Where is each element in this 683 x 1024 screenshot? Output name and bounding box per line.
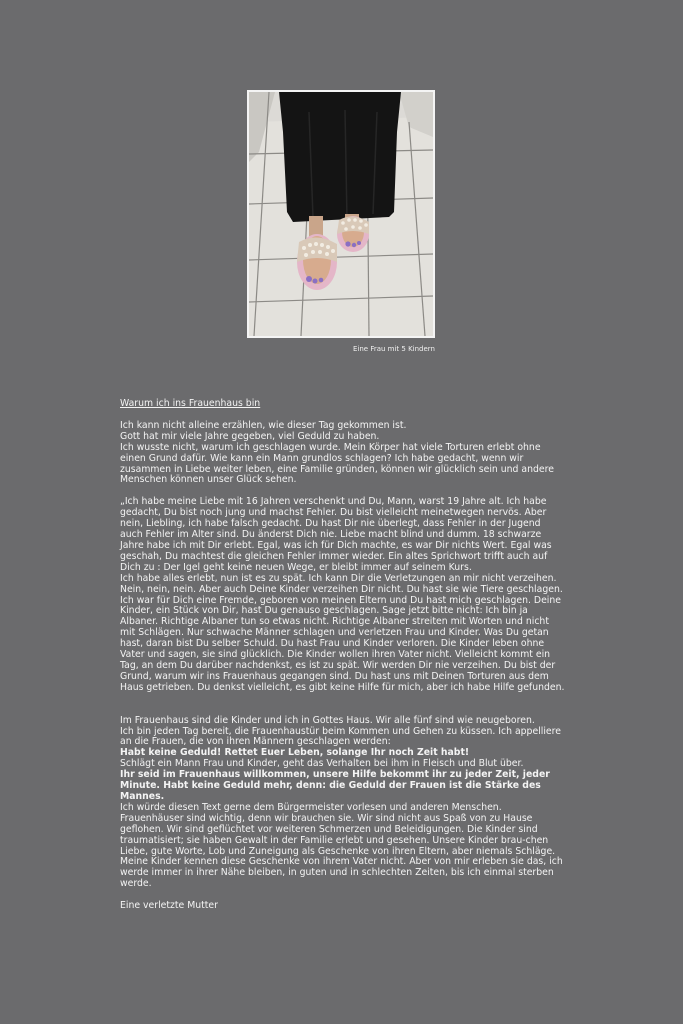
intro-line-1: Ich kann nicht alleine erzählen, wie dieser Tag gekommen ist. bbox=[120, 419, 407, 431]
photo-caption: Eine Frau mit 5 Kindern bbox=[352, 345, 435, 353]
appeal-bold-2: Ihr seid im Frauenhaus willkommen, unsere Hilfe bekommt ihr zu jeder Zeit, jeder Minute. Habt keine Geduld mehr, denn: die Geduld der Frauen ist die Stärke des Mannes. bbox=[120, 769, 550, 802]
article-heading: Warum ich ins Frauenhaus bin bbox=[120, 398, 261, 409]
closing-line-1: Im Frauenhaus sind die Kinder und ich in Gottes Haus. Wir alle fünf sind wie neugeboren. bbox=[120, 714, 535, 726]
letter-paragraph-1: „Ich habe meine Liebe mit 16 Jahren verschenkt und Du, Mann, warst 19 Jahre alt. Ich habe gedacht, Du bist noch jung und machst Fehler. Du bist vielleicht meinetwegen nervös. Aber nein, Liebling, ich habe falsch gedacht. Du hast Dir nie überlegt, dass Fehler in der Jugend auch Fehler im Alter sind. Du änderst Dich nie. Liebe macht blind und dumm. 18 schwarze Jahre habe ich mit Dir erlebt. Egal, was ich für Dich machte, es war Dir nichts Wert. Egal was geschah, Du machtest die gleichen Fehler immer wieder. Ein altes Sprichwort trifft auch auf Dich zu : Der Igel geht keine neuen Wege, er bleibt immer auf seinem Kurs. bbox=[120, 496, 552, 573]
intro-paragraph: Ich wusste nicht, warum ich geschlagen wurde. Mein Körper hat viele Torturen erlebt ohne einen Grund dafür. Wie kann ein Mann grundlos schlagen? Ich habe gedacht, wenn wir zusammen in Liebe weiter leben, eine Familie gründen, können wir glücklich sein und andere Menschen können unser Glück sehen. bbox=[120, 441, 554, 486]
intro-line-2: Gott hat mir viele Jahre gegeben, viel Geduld zu haben. bbox=[120, 430, 380, 442]
signature: Eine verletzte Mutter bbox=[120, 900, 218, 912]
photo-feet-in-slippers bbox=[249, 92, 433, 336]
appeal-bold-1: Habt keine Geduld! Rettet Euer Leben, solange Ihr noch Zeit habt! bbox=[120, 747, 470, 759]
article-body bbox=[120, 399, 565, 912]
closing-line-2: Ich bin jeden Tag bereit, die Frauenhaustür beim Kommen und Gehen zu küssen. Ich appelliere an die Frauen, die von ihren Männern geschlagen werden: bbox=[120, 725, 561, 748]
spacer bbox=[120, 694, 565, 716]
article-photo bbox=[247, 90, 435, 338]
closing-line-3: Schlägt ein Mann Frau und Kinder, geht das Verhalten bei ihm in Fleisch und Blut über. bbox=[120, 758, 524, 770]
closing-paragraph: Ich würde diesen Text gerne dem Bürgermeister vorlesen und anderen Menschen. Frauenhäuser sind wichtig, denn wir brauchen sie. Wir sind nicht aus Spaß von zu Hause geflohen. Wir sind geflüchtet vor weiteren Schmerzen und Beleidigungen. Die Kinder sind traumatisiert; sie haben Gewalt in der Familie erlebt und gesehen. Unsere Kinder brau-chen Liebe, gute Worte, Lob und Zuneigung als Geschenke von ihren Eltern, aber niemals Schläge. Meine Kinder kennen diese Geschenke von ihrem Vater nicht. Aber von mir erleben sie das, ich werde immer in ihrer Nähe bleiben, in guten und in schlechten Zeiten, bis ich einmal sterben werde. bbox=[120, 801, 563, 890]
letter-paragraph-2: Ich habe alles erlebt, nun ist es zu spät. Ich kann Dir die Verletzungen an mir nicht verzeihen. Nein, nein, nein. Aber auch Deine Kinder verzeihen Dir nicht. Du hast sie wie Tiere geschlagen. Ich war für Dich eine Fremde, geboren von meinen Eltern und Du hast mich geschlagen. Deine Kinder, ein Stück von Dir, hast Du genauso geschlagen. Sage jetzt bitte nicht: Ich bin ja Albaner. Richtige Albaner tun so etwas nicht. Richtige Albaner streiten mit Worten und nicht mit Schlägen. Nur schwache Männer schlagen und verletzen Frau und Kinder. Was Du getan hast, daran bist Du selber Schuld. Du hast Frau und Kinder verloren. Die Kinder leben ohne Vater und sagen, sie sind glücklich. Die Kinder wollen ihren Vater nicht. Vielleicht kommt ein Tag, an dem Du darüber nachdenkst, es ist zu spät. Wir werden Dir nie verzeihen. Du bist der Grund, warum wir ins Frauenhaus gegangen sind. Du hast uns mit Deinen Torturen aus dem Haus getrieben. Du denkst vielleicht, es gibt keine Hilfe für mich, aber ich habe Hilfe gefunden. bbox=[120, 572, 565, 693]
